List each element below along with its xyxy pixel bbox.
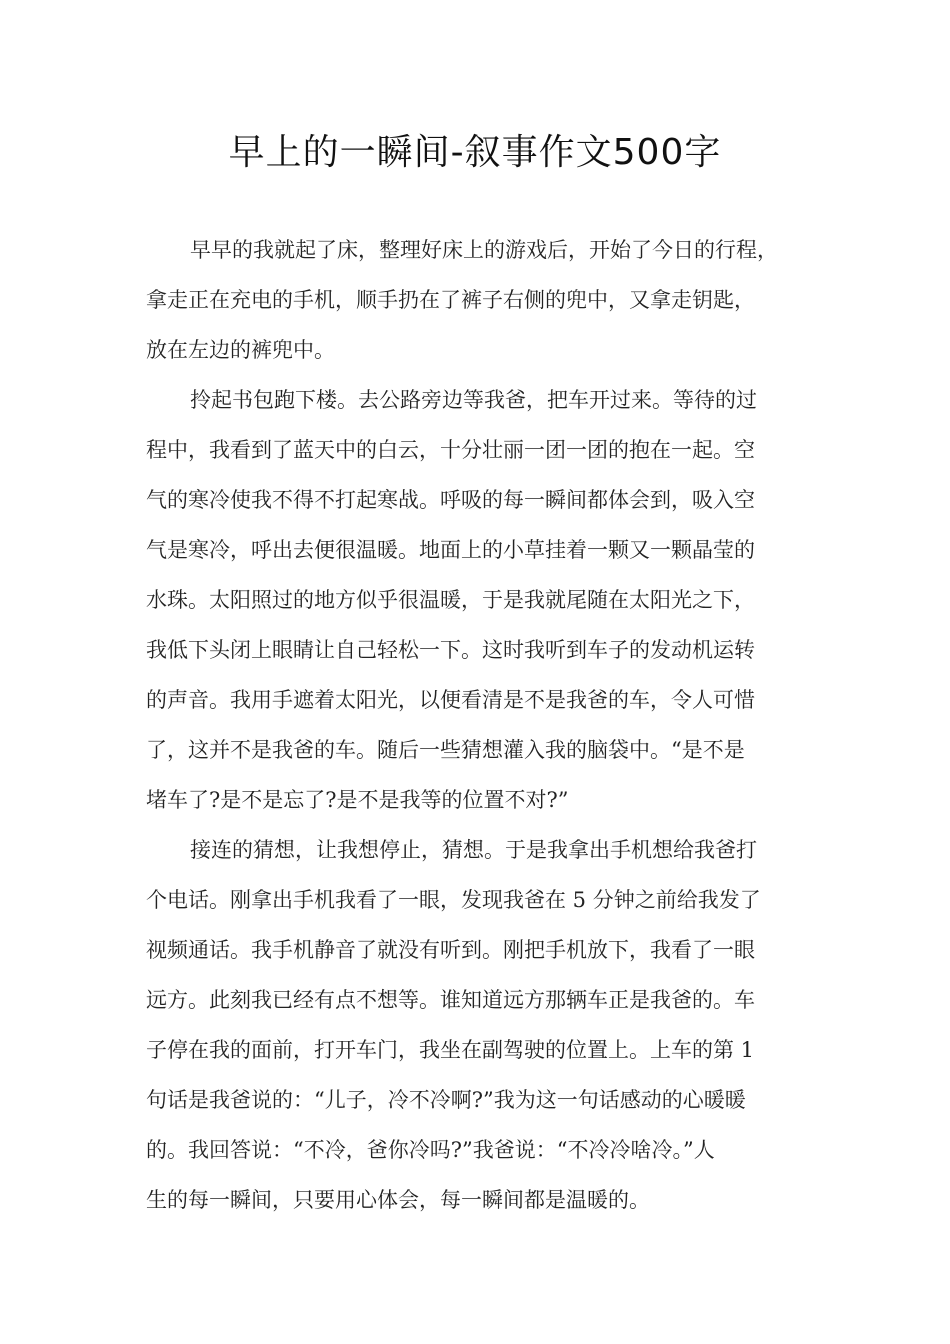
paragraph-2-line-1: 拎起书包跑下楼。去公路旁边等我爸，把车开过来。等待的过 (190, 388, 757, 412)
paragraph-2-line-5: 水珠。太阳照过的地方似乎很温暖，于是我就尾随在太阳光之下， (146, 588, 755, 612)
paragraph-2-line-3: 气的寒冷使我不得不打起寒战。呼吸的每一瞬间都体会到，吸入空 (146, 488, 755, 512)
paragraph-3-line-7: 的。我回答说：“不冷，爸你冷吗?”我爸说：“不冷冷啥冷。”人 (146, 1138, 715, 1162)
paragraph-1-line-2: 拿走正在充电的手机，顺手扔在了裤子右侧的兜中，又拿走钥匙， (146, 288, 755, 312)
paragraph-3-line-1: 接连的猜想，让我想停止，猜想。于是我拿出手机想给我爸打 (190, 838, 757, 862)
paragraph-2-line-4: 气是寒冷，呼出去便很温暖。地面上的小草挂着一颗又一颗晶莹的 (146, 538, 755, 562)
paragraph-3-line-3: 视频通话。我手机静音了就没有听到。刚把手机放下，我看了一眼 (146, 938, 755, 962)
paragraph-3-line-2: 个电话。刚拿出手机我看了一眼，发现我爸在 5 分钟之前给我发了 (146, 888, 761, 912)
paragraph-2-line-9: 堵车了?是不是忘了?是不是我等的位置不对?” (146, 788, 569, 812)
paragraph-1-line-3: 放在左边的裤兜中。 (146, 338, 335, 362)
document-body (146, 225, 812, 1225)
paragraph-3-line-4: 远方。此刻我已经有点不想等。谁知道远方那辆车正是我爸的。车 (146, 988, 755, 1012)
paragraph-3-line-5: 子停在我的面前，打开车门，我坐在副驾驶的位置上。上车的第 1 (146, 1038, 755, 1062)
paragraph-2-line-7: 的声音。我用手遮着太阳光，以便看清是不是我爸的车，令人可惜 (146, 688, 755, 712)
paragraph-2-line-6: 我低下头闭上眼睛让自己轻松一下。这时我听到车子的发动机运转 (146, 638, 755, 662)
paragraph-1-line-1: 早早的我就起了床，整理好床上的游戏后，开始了今日的行程， (190, 238, 778, 262)
paragraph-2-line-8: 了，这并不是我爸的车。随后一些猜想灌入我的脑袋中。“是不是 (146, 738, 745, 762)
document-title: 早上的一瞬间-叙事作文500字 (228, 132, 722, 173)
paragraph-3-line-8: 生的每一瞬间，只要用心体会，每一瞬间都是温暖的。 (146, 1188, 650, 1212)
paragraph-3-line-6: 句话是我爸说的：“儿子，冷不冷啊?”我为这一句话感动的心暖暖 (146, 1088, 746, 1112)
paragraph-2-line-2: 程中，我看到了蓝天中的白云，十分壮丽一团一团的抱在一起。空 (146, 438, 755, 462)
